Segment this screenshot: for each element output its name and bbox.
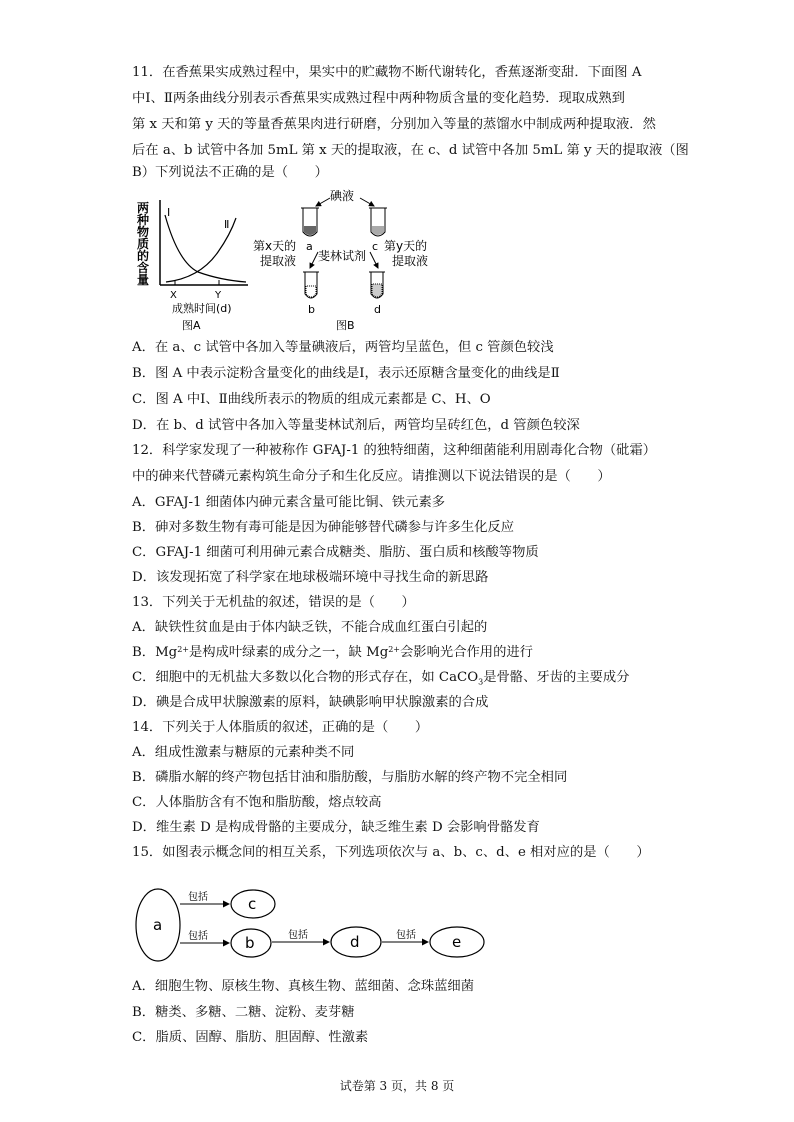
- q11-option-a: A．在 a、c 试管中各加入等量碘液后，两管均呈蓝色，但 c 管颜色较浅: [132, 340, 554, 355]
- q13-option-a: A．缺铁性贫血是由于体内缺乏铁，不能合成血红蛋白引起的: [132, 620, 488, 635]
- q13-option-c-pre: C．细胞中的无机盐大多数以化合物的形式存在，如 CaCO: [132, 670, 479, 685]
- fehling-label: 斐林试剂: [318, 249, 367, 263]
- tube-b: [303, 272, 319, 298]
- curve-II-label: Ⅱ: [224, 218, 230, 231]
- q13-option-b-pre: B．Mg: [132, 645, 178, 660]
- q11-stem-line3: 第 x 天和第 y 天的等量香蕉果肉进行研磨，分别加入等量的蒸馏水中制成两种提取液．然: [132, 117, 656, 132]
- arrow-a-to-c-label: 包括: [188, 892, 208, 903]
- node-a-label: a: [153, 916, 163, 934]
- q11-option-b: B．图 A 中表示淀粉含量变化的曲线是Ⅰ，表示还原糖含量变化的曲线是Ⅱ: [132, 366, 560, 381]
- q12-option-c: C．GFAJ-1 细菌可利用砷元素合成糖类、脂肪、蛋白质和核酸等物质: [132, 545, 539, 560]
- right-extract-label-1: 第y天的: [384, 239, 428, 253]
- q13-option-b-sup2: 2+: [388, 645, 401, 654]
- figure-b-caption: 图B: [336, 319, 355, 332]
- iodine-label: 碘液: [330, 189, 355, 203]
- q12-stem-line1: 12．科学家发现了一种被称作 GFAJ-1 的独特细菌，这种细菌能利用剧毒化合物（砒霜）: [132, 443, 657, 458]
- figure-b-diagram: [250, 188, 450, 334]
- q12-option-b: B．砷对多数生物有毒可能是因为砷能够替代磷参与许多生化反应: [132, 520, 515, 535]
- figure-a-caption: 图A: [182, 319, 201, 332]
- arrow-iodine-to-c: [360, 198, 374, 206]
- curve-I-label: Ⅰ: [167, 206, 171, 219]
- q15-stem: 15．如图表示概念间的相互关系，下列选项依次与 a、b、c、d、e 相对应的是（ ）: [132, 845, 650, 860]
- q12-option-a: A．GFAJ-1 细菌体内砷元素含量可能比铜、铁元素多: [132, 495, 446, 510]
- q14-option-d: D．维生素 D 是构成骨骼的主要成分，缺乏维生素 D 会影响骨骼发育: [132, 820, 540, 835]
- y-axis-label-text: 两种物质的含量: [137, 201, 150, 287]
- left-extract-label-1: 第x天的: [253, 239, 297, 253]
- q14-option-c: C．人体脂肪含有不饱和脂肪酸，熔点较高: [132, 795, 382, 810]
- node-e-label: e: [452, 933, 462, 951]
- q13-option-b-sup1: 2+: [177, 645, 189, 654]
- q13-option-b-mid: 是构成叶绿素的成分之一，缺 Mg: [189, 645, 389, 660]
- tube-d: [369, 272, 385, 298]
- q13-option-c: [132, 668, 629, 693]
- q13-stem: 13．下列关于无机盐的叙述，错误的是（ ）: [132, 595, 415, 610]
- q12-option-d: D．该发现拓宽了科学家在地球极端环境中寻找生命的新思路: [132, 570, 489, 585]
- tube-d-label: d: [374, 303, 381, 316]
- q11-option-c: C．图 A 中Ⅰ、Ⅱ曲线所表示的物质的组成元素都是 C、H、O: [132, 392, 491, 407]
- q15-option-b: B．糖类、多糖、二糖、淀粉、麦芽糖: [132, 1005, 355, 1020]
- concept-diagram: [132, 880, 492, 970]
- node-c-label: c: [248, 895, 257, 913]
- left-extract-label-2: 提取液: [260, 254, 297, 268]
- q15-option-a: A．细胞生物、原核生物、真核生物、蓝细菌、念珠蓝细菌: [132, 979, 475, 994]
- y-axis-label: [136, 200, 149, 287]
- q14-option-b: B．磷脂水解的终产物包括甘油和脂肪酸，与脂肪水解的终产物不完全相同: [132, 770, 568, 785]
- q13-option-c-sub: 3: [478, 677, 484, 687]
- arrow-a-to-b-label: 包括: [188, 931, 208, 942]
- x-axis-label: 成熟时间(d): [172, 302, 232, 315]
- q13-option-b-post: 会影响光合作用的进行: [400, 645, 533, 660]
- x-tick-label-y: Y: [215, 290, 222, 301]
- right-extract-label-2: 提取液: [392, 254, 429, 268]
- tube-a-label: a: [306, 240, 313, 253]
- arrow-to-b: [310, 252, 318, 268]
- arrow-to-d: [370, 252, 378, 268]
- tube-c: [369, 208, 387, 236]
- q11-stem-line4: 后在 a、b 试管中各加 5mL 第 x 天的提取液，在 c、d 试管中各加 5mL 第 y 天的提取液（图: [132, 143, 689, 158]
- x-tick-label-x: X: [170, 290, 177, 301]
- q11-stem-line5: B）下列说法不正确的是（ ）: [132, 165, 328, 180]
- q13-option-c-post: 是骨骼、牙齿的主要成分: [483, 670, 630, 685]
- q12-stem-line2: 中的砷来代替磷元素构筑生命分子和生化反应。请推测以下说法错误的是（ ）: [132, 469, 611, 484]
- arrow-b-to-d-label: 包括: [288, 930, 308, 941]
- tube-c-label: c: [372, 240, 379, 253]
- arrow-d-to-e-label: 包括: [396, 930, 416, 941]
- q11-stem-line2: 中Ⅰ、Ⅱ两条曲线分别表示香蕉果实成熟过程中两种物质含量的变化趋势．现取成熟到: [132, 91, 625, 106]
- q11-option-d: D．在 b、d 试管中各加入等量斐林试剂后，两管均呈砖红色，d 管颜色较深: [132, 418, 580, 433]
- tube-b-label: b: [308, 303, 315, 316]
- node-d-label: d: [350, 933, 360, 951]
- q11-stem-line1: 11．在香蕉果实成熟过程中，果实中的贮藏物不断代谢转化，香蕉逐渐变甜．下面图 A: [132, 65, 642, 80]
- q13-option-d: D．碘是合成甲状腺激素的原料，缺碘影响甲状腺激素的合成: [132, 695, 489, 710]
- q15-option-c: C．脂质、固醇、脂肪、胆固醇、性激素: [132, 1030, 369, 1045]
- q14-option-a: A．组成性激素与糖原的元素种类不同: [132, 745, 355, 760]
- page-footer: 试卷第 3 页，共 8 页: [339, 1079, 455, 1093]
- figure-a-graph: [130, 190, 260, 335]
- arrow-iodine-to-a: [316, 198, 330, 206]
- q14-stem: 14．下列关于人体脂质的叙述，正确的是（ ）: [132, 720, 429, 735]
- node-b-label: b: [245, 934, 255, 952]
- q13-option-b: [132, 643, 533, 663]
- tube-a: [301, 208, 319, 236]
